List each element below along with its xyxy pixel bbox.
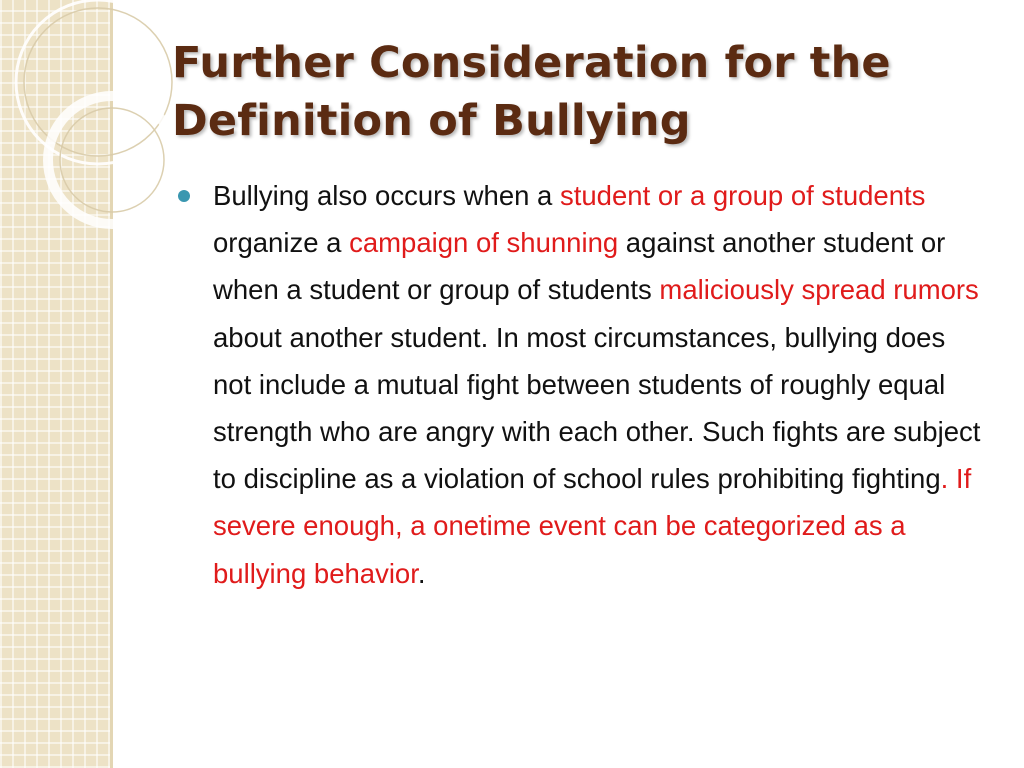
text-segment-highlight: campaign of shunning [349,227,619,259]
text-segment-highlight: student or a group of students [560,180,926,211]
bullet-list [174,172,989,597]
bullet-text [213,180,980,589]
text-segment: organize a [213,227,350,259]
text-segment: against another student or when a student or group of students [213,227,946,306]
text-segment: . [417,557,426,589]
slide-title-line-1: Further Consideration for the [172,38,891,88]
text-segment-highlight: maliciously spread rumors [659,274,979,306]
circle-bullet-icon [178,190,190,202]
slide-title-line-2: Definition of Bullying [172,96,691,146]
concentric-circles-decoration [0,0,180,240]
bullet-item [174,172,989,597]
text-segment: about another student. In most circumstances, bullying does not include a mutual fight between students of roughly equal strength who are angry with each other. Such fights are subject to discipline as a violation of school rules prohibiting fighting [213,321,981,495]
slide-title [172,34,992,150]
text-segment: Bullying also occurs when a [213,180,560,211]
text-segment-highlight: . If severe enough, a onetime event can be categorized as a bullying behavior [213,463,972,589]
